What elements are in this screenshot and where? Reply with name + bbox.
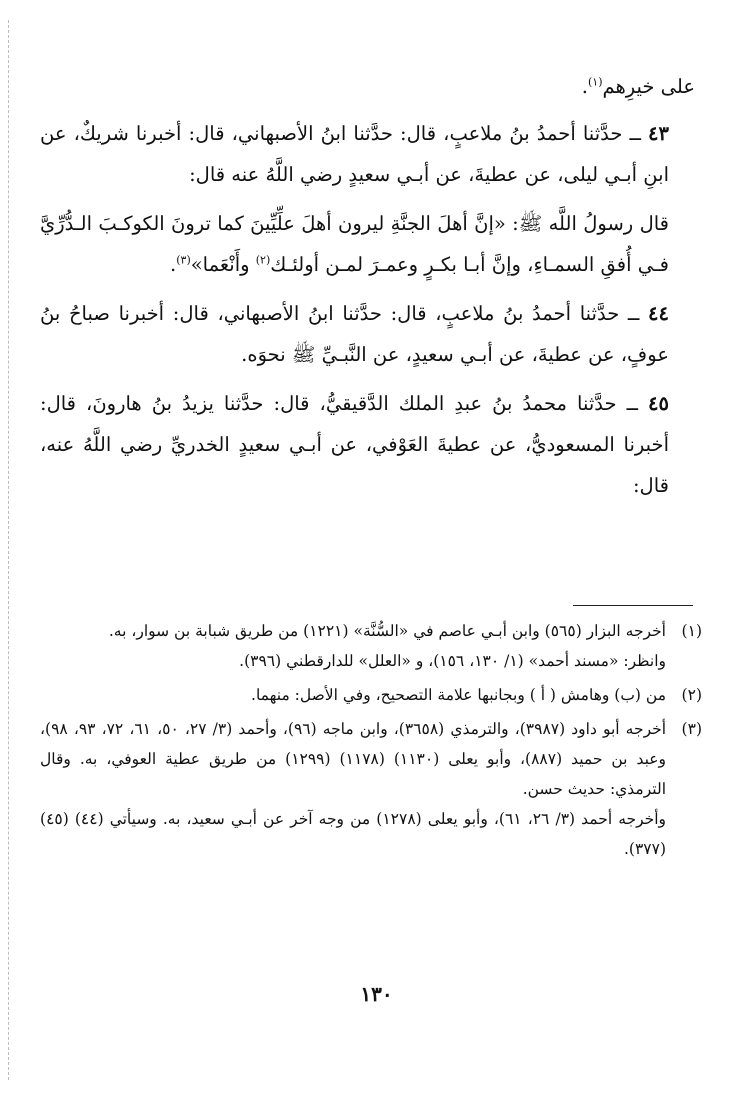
hadith-text: قال رسولُ اللَّه ﷺ: «إنَّ أهلَ الجنَّةِ ليرون أهلَ علِّيِّينَ كما ترونَ الكوكـبَ الـدُّرِّيَّ فـي أُفقِ السمـاءِ، وإنَّ أبـا بكـرٍ وعمـرَ لمـن أولئـك$^{(٢)}$ وأَنْعَما»$^{(٣)}$. — [40, 212, 669, 276]
footnote-separator — [573, 605, 693, 606]
footnote-number: (١) — [681, 622, 702, 640]
narration-number: ٤٣ — [648, 122, 669, 145]
narration-text: ــ حدَّثنا أحمدُ بنُ ملاعبٍ، قال: حدَّثنا ابنُ الأصبهاني، قال: أخبرنا شريكٌ، عن ابنِ أبـي ليلى، عن عطيةَ، عن أبـي سعيدٍ رضي اللَّهُ عنه قال: — [40, 122, 669, 186]
footnote-1 — [40, 616, 702, 676]
main-text — [40, 66, 695, 514]
narration-number: ٤٥ — [648, 392, 669, 415]
narration-43 — [40, 113, 695, 195]
footnote-ref[interactable]: (٢) — [255, 253, 271, 267]
narration-44 — [40, 293, 695, 375]
footnote-line: أخرجه البزار (٥٦٥) وابن أبـي عاصم في «السُّنَّة» (١٢٢١) من طريق شبابة بن سوار، به. — [108, 622, 666, 640]
binding-gutter-line — [8, 20, 9, 1080]
footnotes — [40, 616, 702, 868]
footnote-line: أخرجه أبو داود (٣٩٨٧)، والترمذي (٣٦٥٨)، وابن ماجه (٩٦)، وأحمد (٣/ ٢٧، ٥٠، ٦١، ٧٢، ٩٣، ٩٨)، وعبد بن حميد (٨٨٧)، وأبو يعلى (١١٣٠) (١١٧٨) (١٢٩٩) من طريق عطية العوفي، به. وقال الترمذي: حديث حسن. — [40, 720, 667, 798]
footnote-number: (٣) — [681, 720, 702, 738]
narration-text: ــ حدَّثنا محمدُ بنُ عبدِ الملك الدَّقيقيُّ، قال: حدَّثنا يزيدُ بنُ هارونَ، قال: أخبرنا المسعوديُّ، عن عطيةَ العَوْفي، عن أبـي سعيدٍ الخدريِّ رضي اللَّهُ عنه، قال: — [40, 392, 669, 497]
footnote-ref[interactable]: (٣) — [176, 253, 191, 267]
footnote-line: وانظر: «مسند أحمد» (١/ ١٣٠، ١٥٦)، و «العلل» للدارقطني (٣٩٦). — [239, 652, 666, 670]
narration-number: ٤٤ — [648, 302, 669, 325]
footnote-line: وأخرجه أحمد (٣/ ٢٦، ٦١)، وأبو يعلى (١٢٧٨) من وجه آخر عن أبـي سعيد، به. وسيأتي (٤٤) (٤٥) (٣٧٧). — [40, 810, 667, 858]
continued-line: على خيرِهم$^{(١)}$. — [581, 75, 695, 98]
footnote-3 — [40, 714, 702, 864]
footnote-ref[interactable]: (١) — [587, 75, 603, 89]
narration-text: ــ حدَّثنا أحمدُ بنُ ملاعبٍ، قال: حدَّثنا ابنُ الأصبهاني، قال: أخبرنا صباحُ بنُ عوفٍ، عن عطيةَ، عن أبـي سعيدٍ، عن النَّبـيِّ ﷺ نحوَه. — [40, 302, 669, 366]
footnote-2 — [40, 680, 702, 710]
footnote-line: من (ب) وهامش ( أ ) وبجانبها علامة التصحيح، وفي الأصل: منهما. — [251, 686, 666, 704]
page-number: ١٣٠ — [360, 982, 393, 1006]
footnote-number: (٢) — [681, 686, 702, 704]
narration-45 — [40, 383, 695, 506]
